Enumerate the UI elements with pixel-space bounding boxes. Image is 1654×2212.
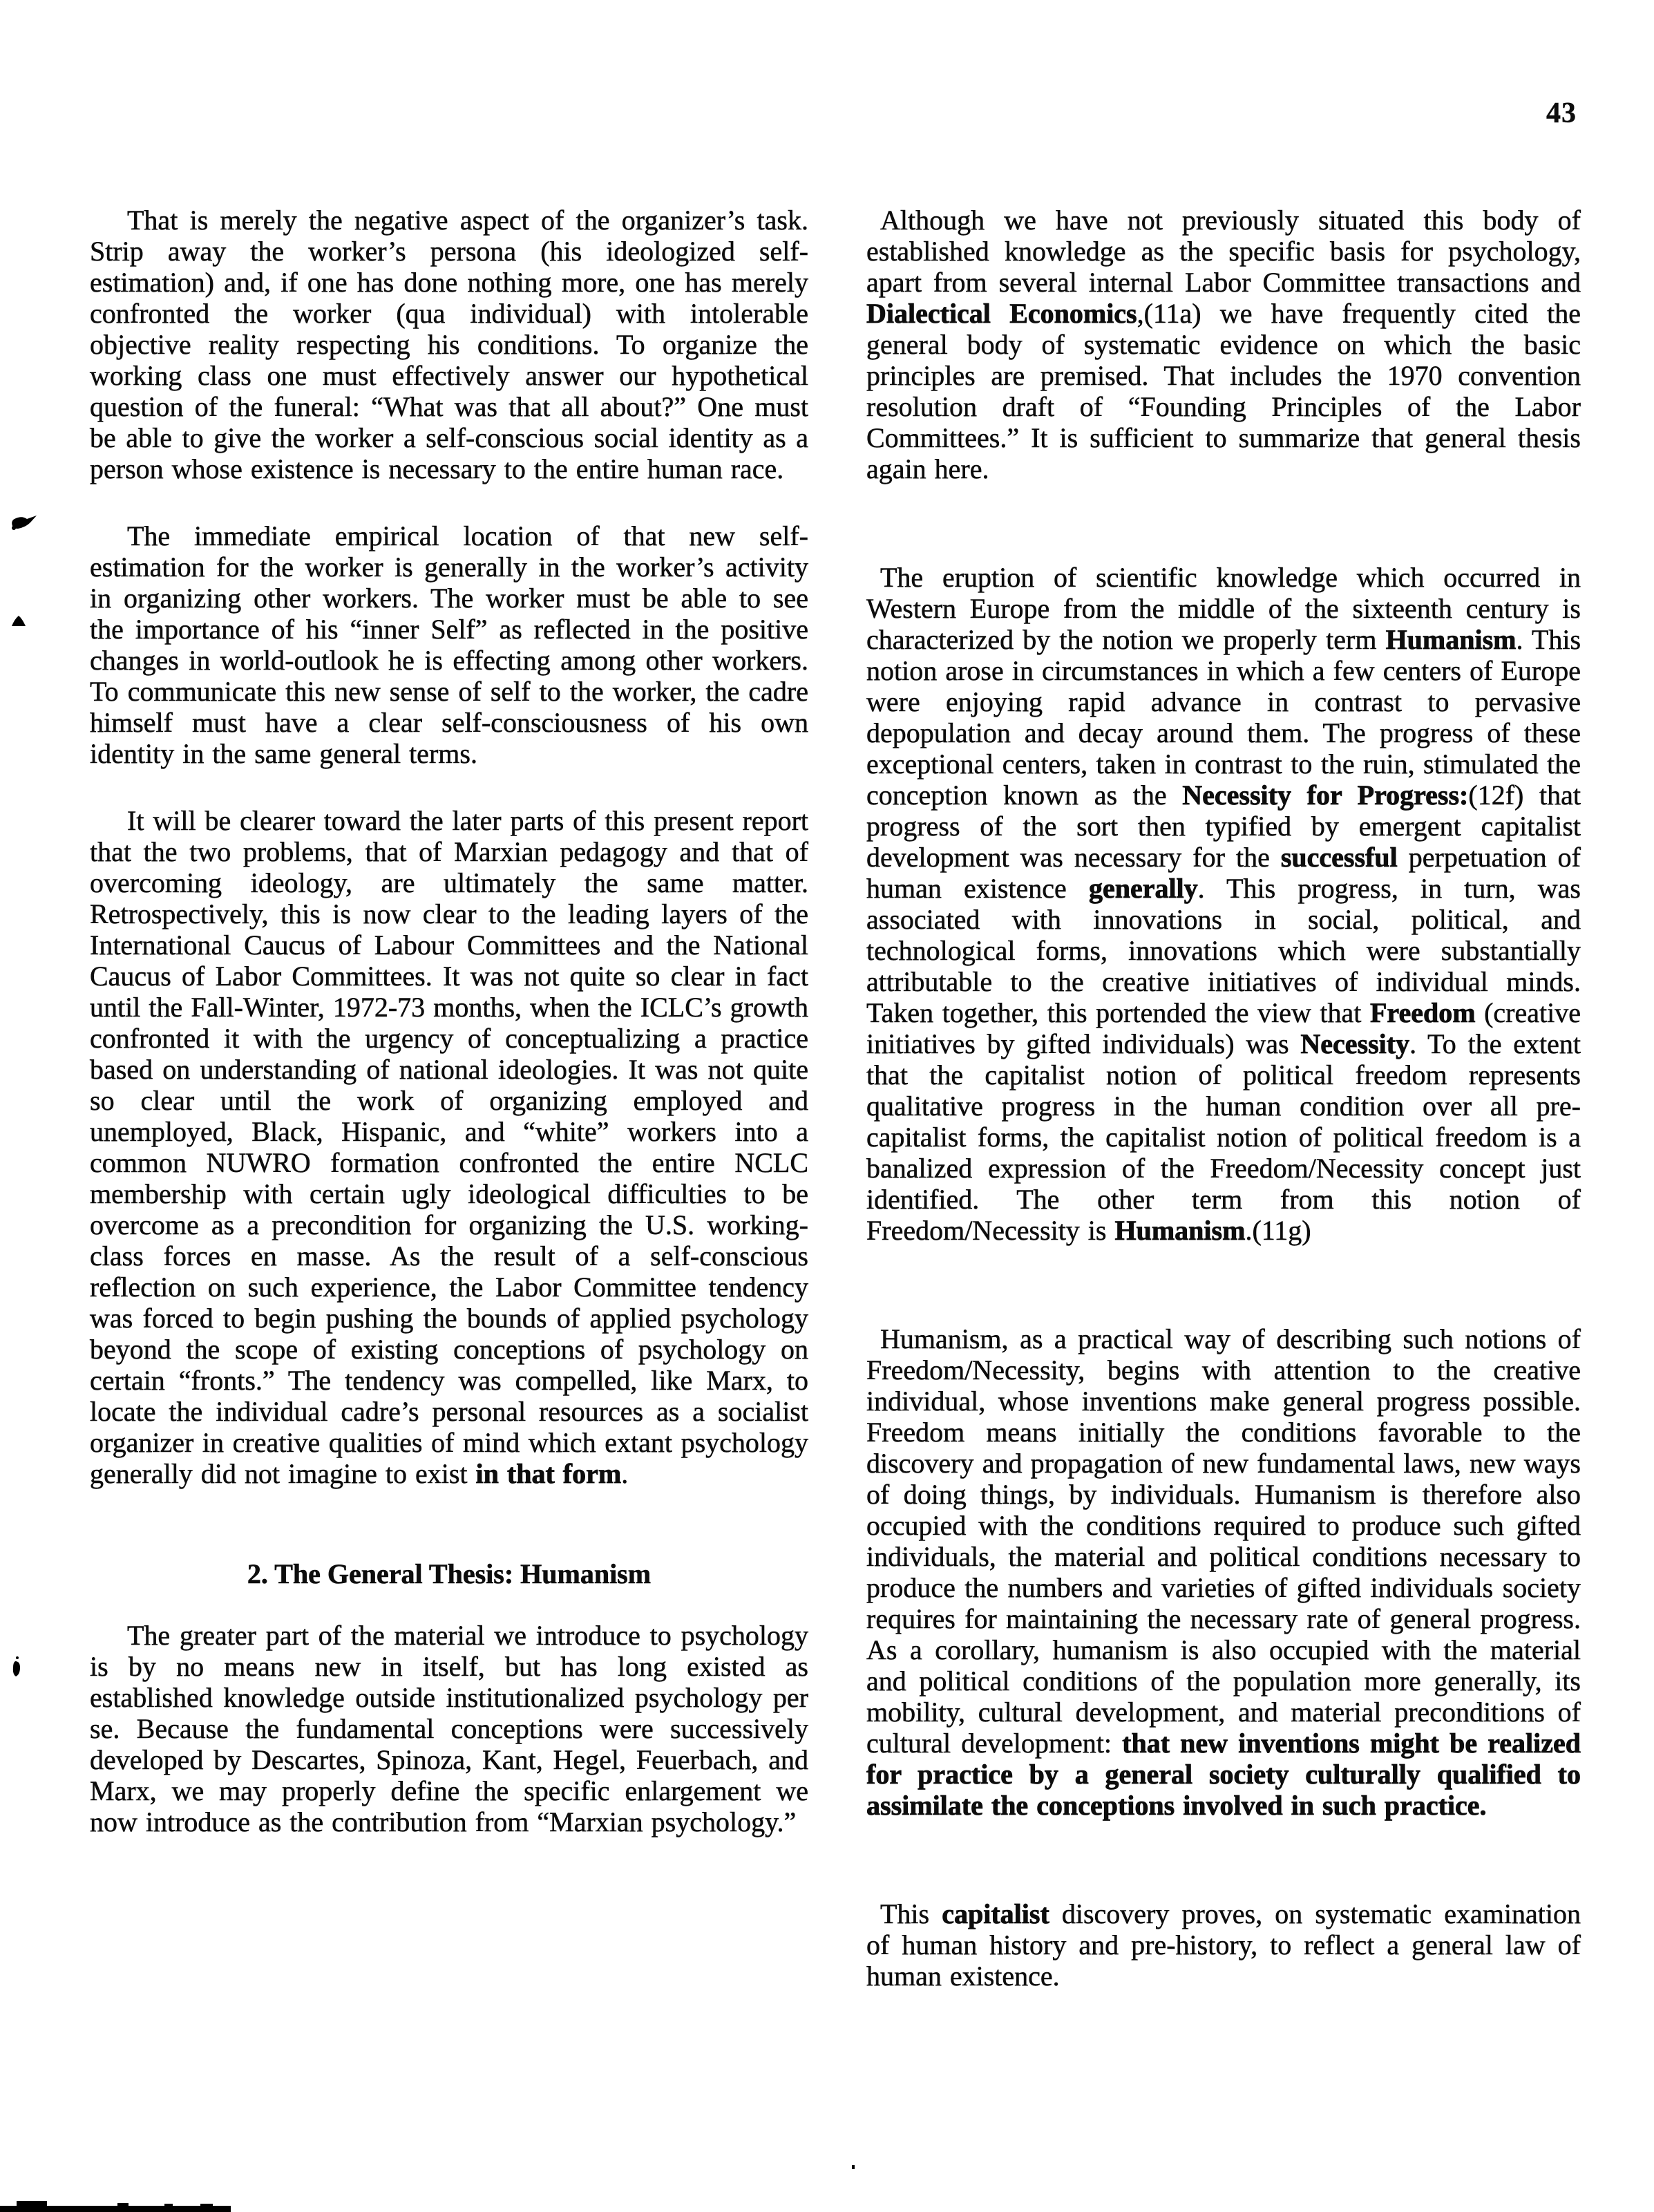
paragraph: That is merely the negative aspect of the organizer’s task. Strip away the worker’s persona (his ideologized self-estimation) and, if one has done nothing more, one has merely confronted the worker (qua individual) with intolerable objective reality respecting his conditions. To organize the working class one must effectively answer our hypothetical question of the funeral: “What was that all about?” One must be able to give the worker a self-conscious social identity as a person whose existence is necessary to the entire human race. — [90, 205, 808, 484]
paragraph: The immediate empirical location of that new self-estimation for the worker is generally in the worker’s activity in organizing other workers. The worker must be able to see the importance of his “inner Self” as reflected in the positive changes in world-outlook he is effecting among other workers. To communicate this new sense of self to the worker, the cadre himself must have a clear self-consciousness of his own identity in the same general terms. — [90, 520, 808, 769]
scan-edge-notch — [117, 2203, 129, 2206]
scan-edge-notch — [200, 2204, 213, 2206]
paragraph: It will be clearer toward the later parts of this present report that the two problems, that of Marxian pedagogy and that of overcoming ideology, are ultimately the same matter. Retrospectively, this is now clear to the leading layers of the International Caucus of Labour Committees and the National Caucus of Labor Committees. It was not quite so clear in fact until the Fall-Winter, 1972-73 months, when the ICLC’s growth confronted it with the urgency of conceptualizing a practice based on understanding of national ideologies. It was not quite so clear until the work of organizing employed and unemployed, Black, Hispanic, and “white” workers into a common NUWRO formation confronted the entire NCLC membership with certain ugly ideological difficulties to be overcome as a precondition for organizing the U.S. working-class forces en masse. As the result of a self-conscious reflection on such experience, the Labor Committee tendency was forced to begin pushing the bounds of applied psychology beyond the scope of existing conceptions of psychology on certain “fronts.” The tendency was compelled, like Marx, to locate the individual cadre’s personal resources as a socialist organizer in creative qualities of mind which extant psychology generally did not imagine to exist in that form. — [90, 805, 808, 1489]
right-column — [866, 205, 1581, 1992]
page-number: 43 — [1546, 97, 1577, 129]
scan-edge-notch — [164, 2204, 173, 2206]
paragraph: Although we have not previously situated this body of established knowledge as the specific basis for psychology, apart from several internal Labor Committee transactions and Dialectical Economics,(11a) we have frequently cited the general body of systematic evidence on which the basic principles are premised. That includes the 1970 convention resolution draft of “Founding Principles of the Labor Committees.” It is sufficient to summarize that general thesis again here. — [866, 205, 1581, 484]
paragraph: The greater part of the material we introduce to psychology is by no means new in itself, but has long existed as established knowledge outside institutionalized psychology per se. Because the fundamental conceptions were successively developed by Descartes, Spinoza, Kant, Hegel, Feuerbach, and Marx, we may properly define the specific enlargement we now introduce as the contribution from “Marxian psychology.” — [90, 1620, 808, 1837]
ink-spot-mark — [11, 1656, 22, 1678]
scan-edge-notch — [17, 2201, 47, 2207]
section-heading: 2. The General Thesis: Humanism — [247, 1558, 652, 1589]
paragraph: Humanism, as a practical way of describing such notions of Freedom/Necessity, begins with attention to the creative individual, whose inventions make general progress possible. Freedom means initially the conditions favorable to the discovery and propagation of new fundamental laws, new ways of doing things, by individuals. Humanism is therefore also occupied with the conditions required to produce such gifted individuals, the material and political conditions necessary to produce the numbers and varieties of gifted individuals society requires for maintaining the necessary rate of general progress. As a corollary, humanism is also occupied with the material and political conditions of the population more generally, its mobility, cultural development, and material preconditions of cultural development: that new inventions might be realized for practice by a general society culturally qualified to assimilate the conceptions involved in such practice. — [866, 1323, 1581, 1821]
left-column — [90, 205, 808, 1837]
paragraph: The eruption of scientific knowledge which occurred in Western Europe from the middle of the sixteenth century is characterized by the notion we properly term Humanism. This notion arose in circumstances in which a few centers of Europe were enjoying rapid advance in contrast to pervasive depopulation and decay around them. The progress of these exceptional centers, taken in contrast to the ruin, stimulated the conception known as the Necessity for Progress:(12f) that progress of the sort then typified by emergent capitalist development was necessary for the successful perpetuation of human existence generally. This progress, in turn, was associated with innovations in social, political, and technological forms, innovations which were substantially attributable to the creative initiatives of individual minds. Taken together, this portended the view that Freedom (creative initiatives by gifted individuals) was Necessity. To the extent that the capitalist notion of political freedom represents qualitative progress in the human condition over all pre-capitalist forms, the capitalist notion of political freedom is a banalized expression of the Freedom/Necessity concept just identified. The other term from this notion of Freedom/Necessity is Humanism.(11g) — [866, 562, 1581, 1246]
paragraph: This capitalist discovery proves, on systematic examination of human history and pre-history, to reflect a general law of human existence. — [866, 1898, 1581, 1992]
scan-speck — [852, 2165, 855, 2169]
ink-squiggle-mark — [9, 514, 41, 533]
ink-blob-mark — [11, 616, 26, 627]
